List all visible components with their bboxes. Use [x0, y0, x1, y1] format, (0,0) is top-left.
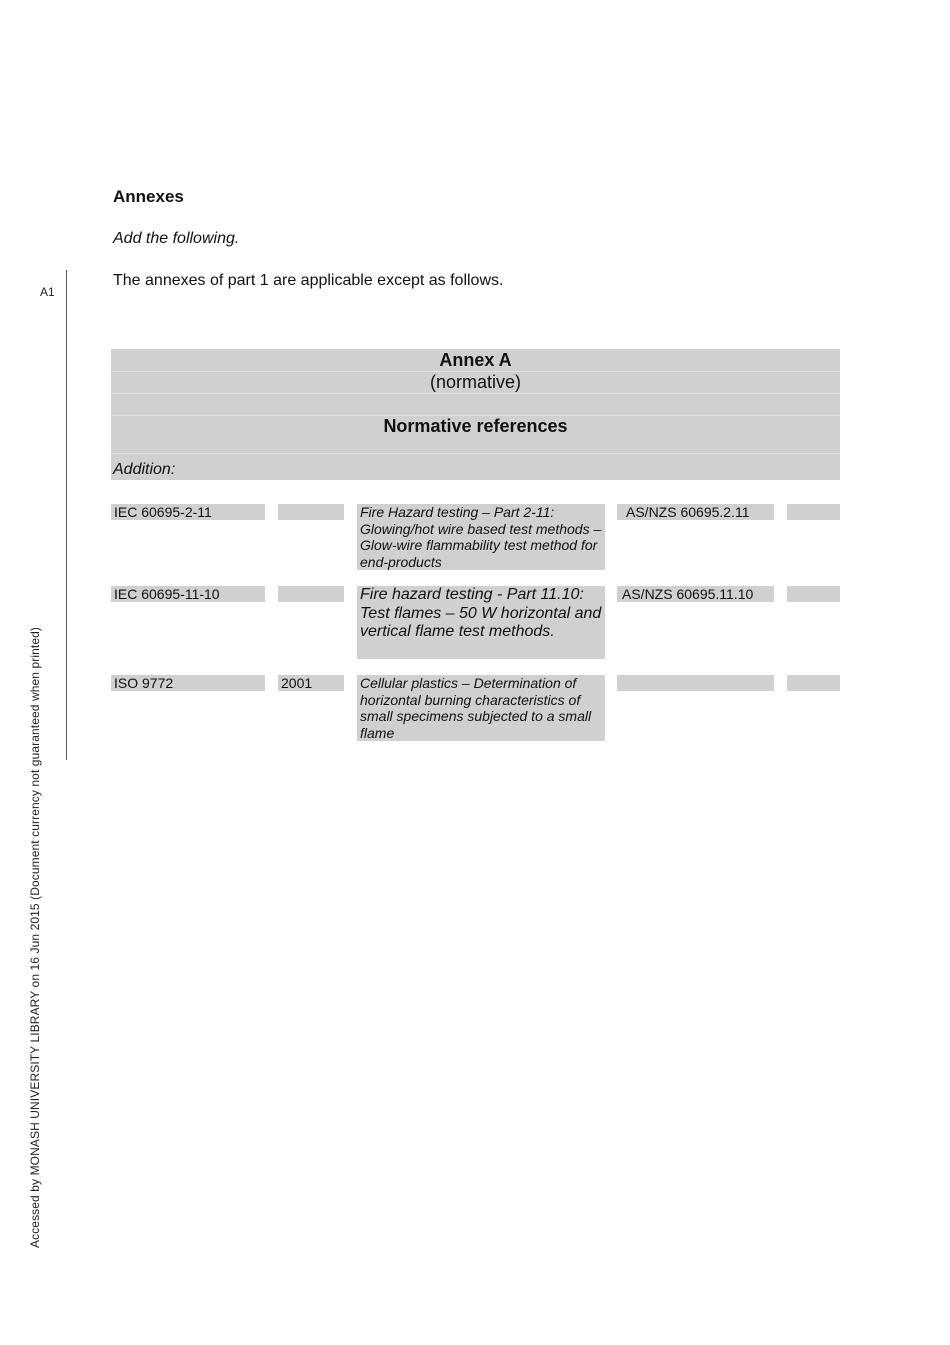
reference-title: Cellular plastics – Determination of horizontal burning characteristics of small specimens subjected to a small flame — [357, 675, 605, 741]
reference-as-nzs: AS/NZS 60695.11.10 — [617, 586, 774, 602]
reference-as-nzs — [617, 675, 774, 691]
reference-year: 2001 — [278, 675, 344, 691]
reference-number: IEC 60695-11-10 — [111, 586, 265, 602]
reference-year — [278, 504, 344, 520]
access-watermark: Accessed by MONASH UNIVERSITY LIBRARY on 16 Jun 2015 (Document currency not guaranteed when printed) — [28, 627, 42, 1248]
reference-number: ISO 9772 — [111, 675, 265, 691]
reference-year — [278, 586, 344, 602]
annex-header-band — [111, 394, 840, 416]
section-body-text: The annexes of part 1 are applicable except as follows. — [113, 272, 504, 289]
amendment-change-bar — [66, 270, 67, 760]
annex-status: (normative) — [429, 372, 522, 392]
reference-extra — [787, 586, 840, 602]
annex-header-band — [111, 454, 840, 480]
reference-title: Fire hazard testing - Part 11.10: Test flames – 50 W horizontal and vertical flame test methods. — [357, 586, 605, 659]
annex-title: Annex A — [439, 350, 512, 370]
reference-number: IEC 60695-2-11 — [111, 504, 265, 520]
reference-title: Fire Hazard testing – Part 2-11: Glowing/hot wire based test methods – Glow-wire flammability test method for end-products — [357, 504, 605, 570]
section-heading: Annexes — [113, 187, 184, 206]
reference-as-nzs: AS/NZS 60695.2.11 — [617, 504, 774, 520]
reference-extra — [787, 504, 840, 520]
addition-label: Addition: — [113, 461, 176, 478]
amendment-marker: A1 — [40, 285, 55, 299]
reference-extra — [787, 675, 840, 691]
annex-subtitle: Normative references — [383, 416, 568, 436]
amendment-instruction: Add the following. — [113, 230, 240, 247]
